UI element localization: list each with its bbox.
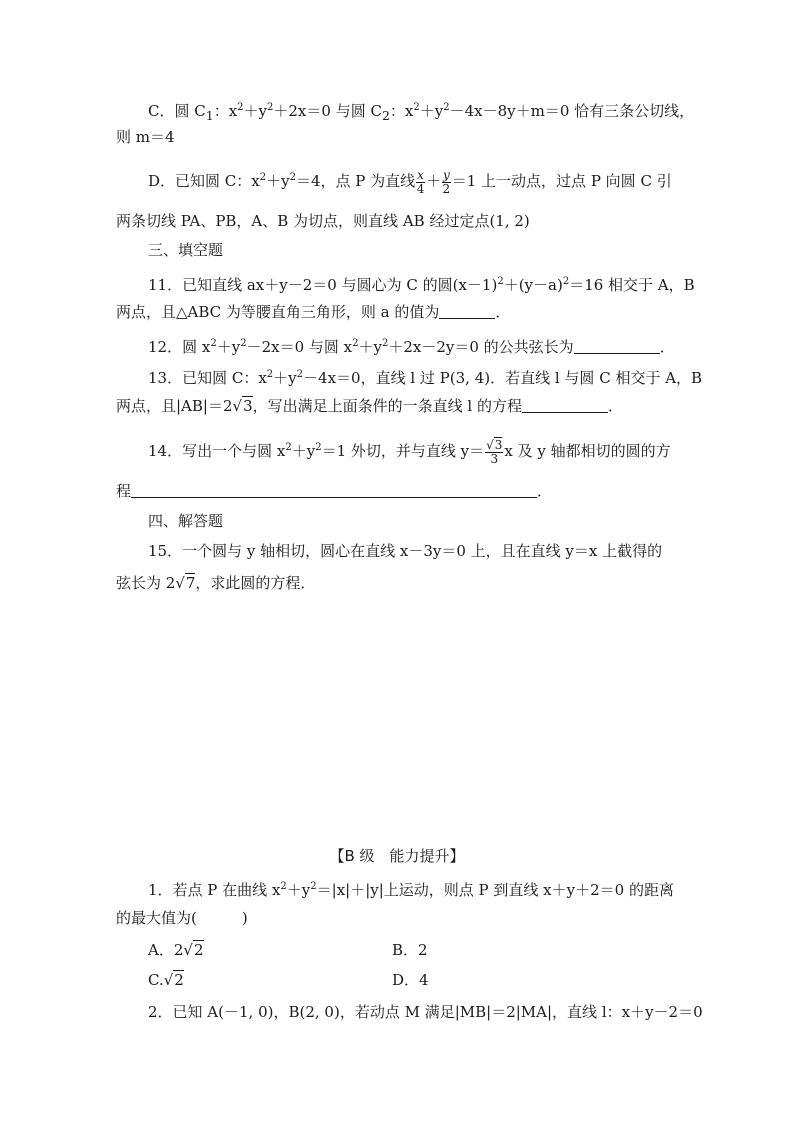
fraction-x-over-4: $\frac{x}{4}$ [416,167,425,196]
b-question-1-line2: 的最大值为( ) [116,909,248,927]
option-d-line1: D．已知圆 C：$x^2+y^2=4$，点 P 为直线 $\frac{x}{4}$ ＋ $\frac{y}{2}$ ＝1 上一动点，过点 P 向圆 C 引 [148,167,672,196]
question-12: 12．圆 $x^2+y^2-2x=0$ 与圆 $x^2+y^2+2x-2y=0$ 的公共弦长为 ． [148,338,675,356]
b-question-1-option-a: A．2√2 [148,941,204,959]
fraction-y-over-2: $\frac{y}{2}$ [442,167,451,196]
fraction-root3-over-3: $\frac{√3}{3}$ [486,437,503,466]
answer-blank[interactable] [131,482,537,498]
answer-blank[interactable] [439,303,495,319]
answer-blank[interactable] [522,397,608,413]
question-13-line2: 两点，且|AB|＝2√3，写出满足上面条件的一条直线 l 的方程 ． [116,397,623,415]
b-question-1-option-c: C.√2 [148,971,184,989]
answer-blank[interactable] [574,338,660,354]
b-question-1-option-d: D．4 [392,971,429,989]
question-14-line2: 程 ． [116,482,553,500]
b-question-2-line1: 2．已知 A(－1, 0)，B(2, 0)，若动点 M 满足|MB|＝2|MA|，直线 l：x＋y－2＝0 [148,1003,703,1021]
section-fill-in-heading: 三、填空题 [148,241,224,259]
b-question-1-option-b: B．2 [392,941,428,959]
question-15-line1: 15．一个圆与 y 轴相切，圆心在直线 x－3y＝0 上，且在直线 y＝x 上截得的 [148,542,663,560]
option-c-line2: 则 m＝4 [116,128,175,146]
question-13-line1: 13．已知圆 C：$x^2+y^2-4x=0$，直线 l 过 P(3, 4)．若直线 l 与圆 C 相交于 A，B [148,369,703,387]
question-14-line1: 14．写出一个与圆 $x^2+y^2=1$ 外切，并与直线 y＝ $\frac{√3}{3}$ x 及 y 轴都相切的圆的方 [148,437,671,466]
question-11-line2: 两点，且△ABC 为等腰直角三角形，则 a 的值为 ． [116,303,511,321]
b-question-1-line1: 1．若点 P 在曲线 $x^2+y^2=|x|+|y|$上运动，则点 P 到直线 x＋y＋2＝0 的距离 [148,881,674,899]
section-b-heading: 【B 级 能力提升】 [329,847,465,865]
option-d-line2: 两条切线 PA、PB，A、B 为切点，则直线 AB 经过定点(1, 2) [116,212,530,230]
section-answer-heading: 四、解答题 [148,512,224,530]
question-11-line1: 11．已知直线 ax＋y－2＝0 与圆心为 C 的圆$(x-1)^2+(y-a)^2=16$ 相交于 A，B [148,276,695,294]
question-15-line2: 弦长为 2√7，求此圆的方程． [116,574,316,592]
option-c-line1: C．圆 $C_1$：$x^2+y^2+2x=0$ 与圆 $C_2$：$x^2+y^2-4x-8y+m=0$ 恰有三条公切线， [148,102,695,123]
